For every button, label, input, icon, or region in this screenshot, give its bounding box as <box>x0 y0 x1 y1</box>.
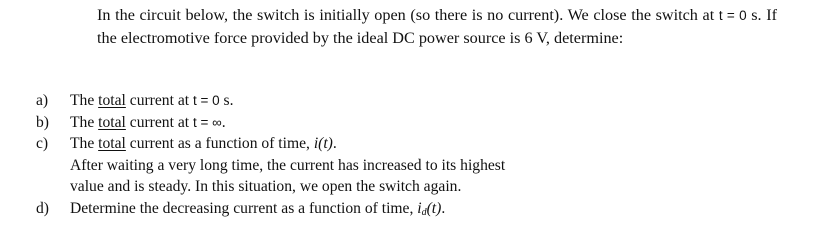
question-c-marker: c) <box>36 135 49 152</box>
question-c-underlined: total <box>98 135 126 152</box>
question-a <box>36 90 596 112</box>
question-b-marker: b) <box>36 113 49 131</box>
question-c-note-line-1: After waiting a very long time, the current has increased to its highest <box>70 156 506 174</box>
question-c-func: i(t) <box>313 135 333 152</box>
question-c-pre: The <box>70 135 99 152</box>
intro-time-zero: t = 0 <box>718 8 747 23</box>
question-b-math: t = ∞ <box>192 114 222 130</box>
question-a-pre: The <box>70 92 99 109</box>
question-d-func-arg: (t) <box>426 199 442 217</box>
question-d <box>36 198 596 224</box>
question-d-func-sub: d <box>421 206 427 218</box>
question-d-marker: d) <box>36 199 49 217</box>
problem-statement <box>97 4 777 50</box>
question-b-post: . <box>221 113 226 131</box>
question-list <box>36 90 596 223</box>
intro-text-1: In the circuit below, the switch is initially open (so there is no current). We close the switch at <box>97 6 719 24</box>
question-d-post: . <box>441 199 446 217</box>
question-b-pre: The <box>70 113 99 131</box>
question-c-post: . <box>332 135 337 152</box>
question-d-func-base: i <box>417 199 422 217</box>
question-c-mid: current as a function of time, <box>125 135 314 152</box>
question-d-pre: Determine the decreasing current as a function of time, <box>70 199 418 217</box>
question-a-underlined: total <box>98 92 126 109</box>
problem-intro <box>97 4 777 50</box>
question-a-mid: current at <box>125 92 193 109</box>
question-b <box>36 112 596 134</box>
question-a-post: s. <box>219 92 234 109</box>
question-c-note-line-2: value and is steady. In this situation, we open the switch again. <box>70 178 462 195</box>
question-b-underlined: total <box>98 113 126 131</box>
question-b-mid: current at <box>125 113 193 131</box>
question-a-marker: a) <box>36 92 49 109</box>
intro-text-2: s. If the electromotive force provided by the ideal DC power source is 6 V, determine: <box>97 6 777 47</box>
question-c <box>36 133 596 198</box>
question-a-math: t = 0 <box>192 93 220 108</box>
